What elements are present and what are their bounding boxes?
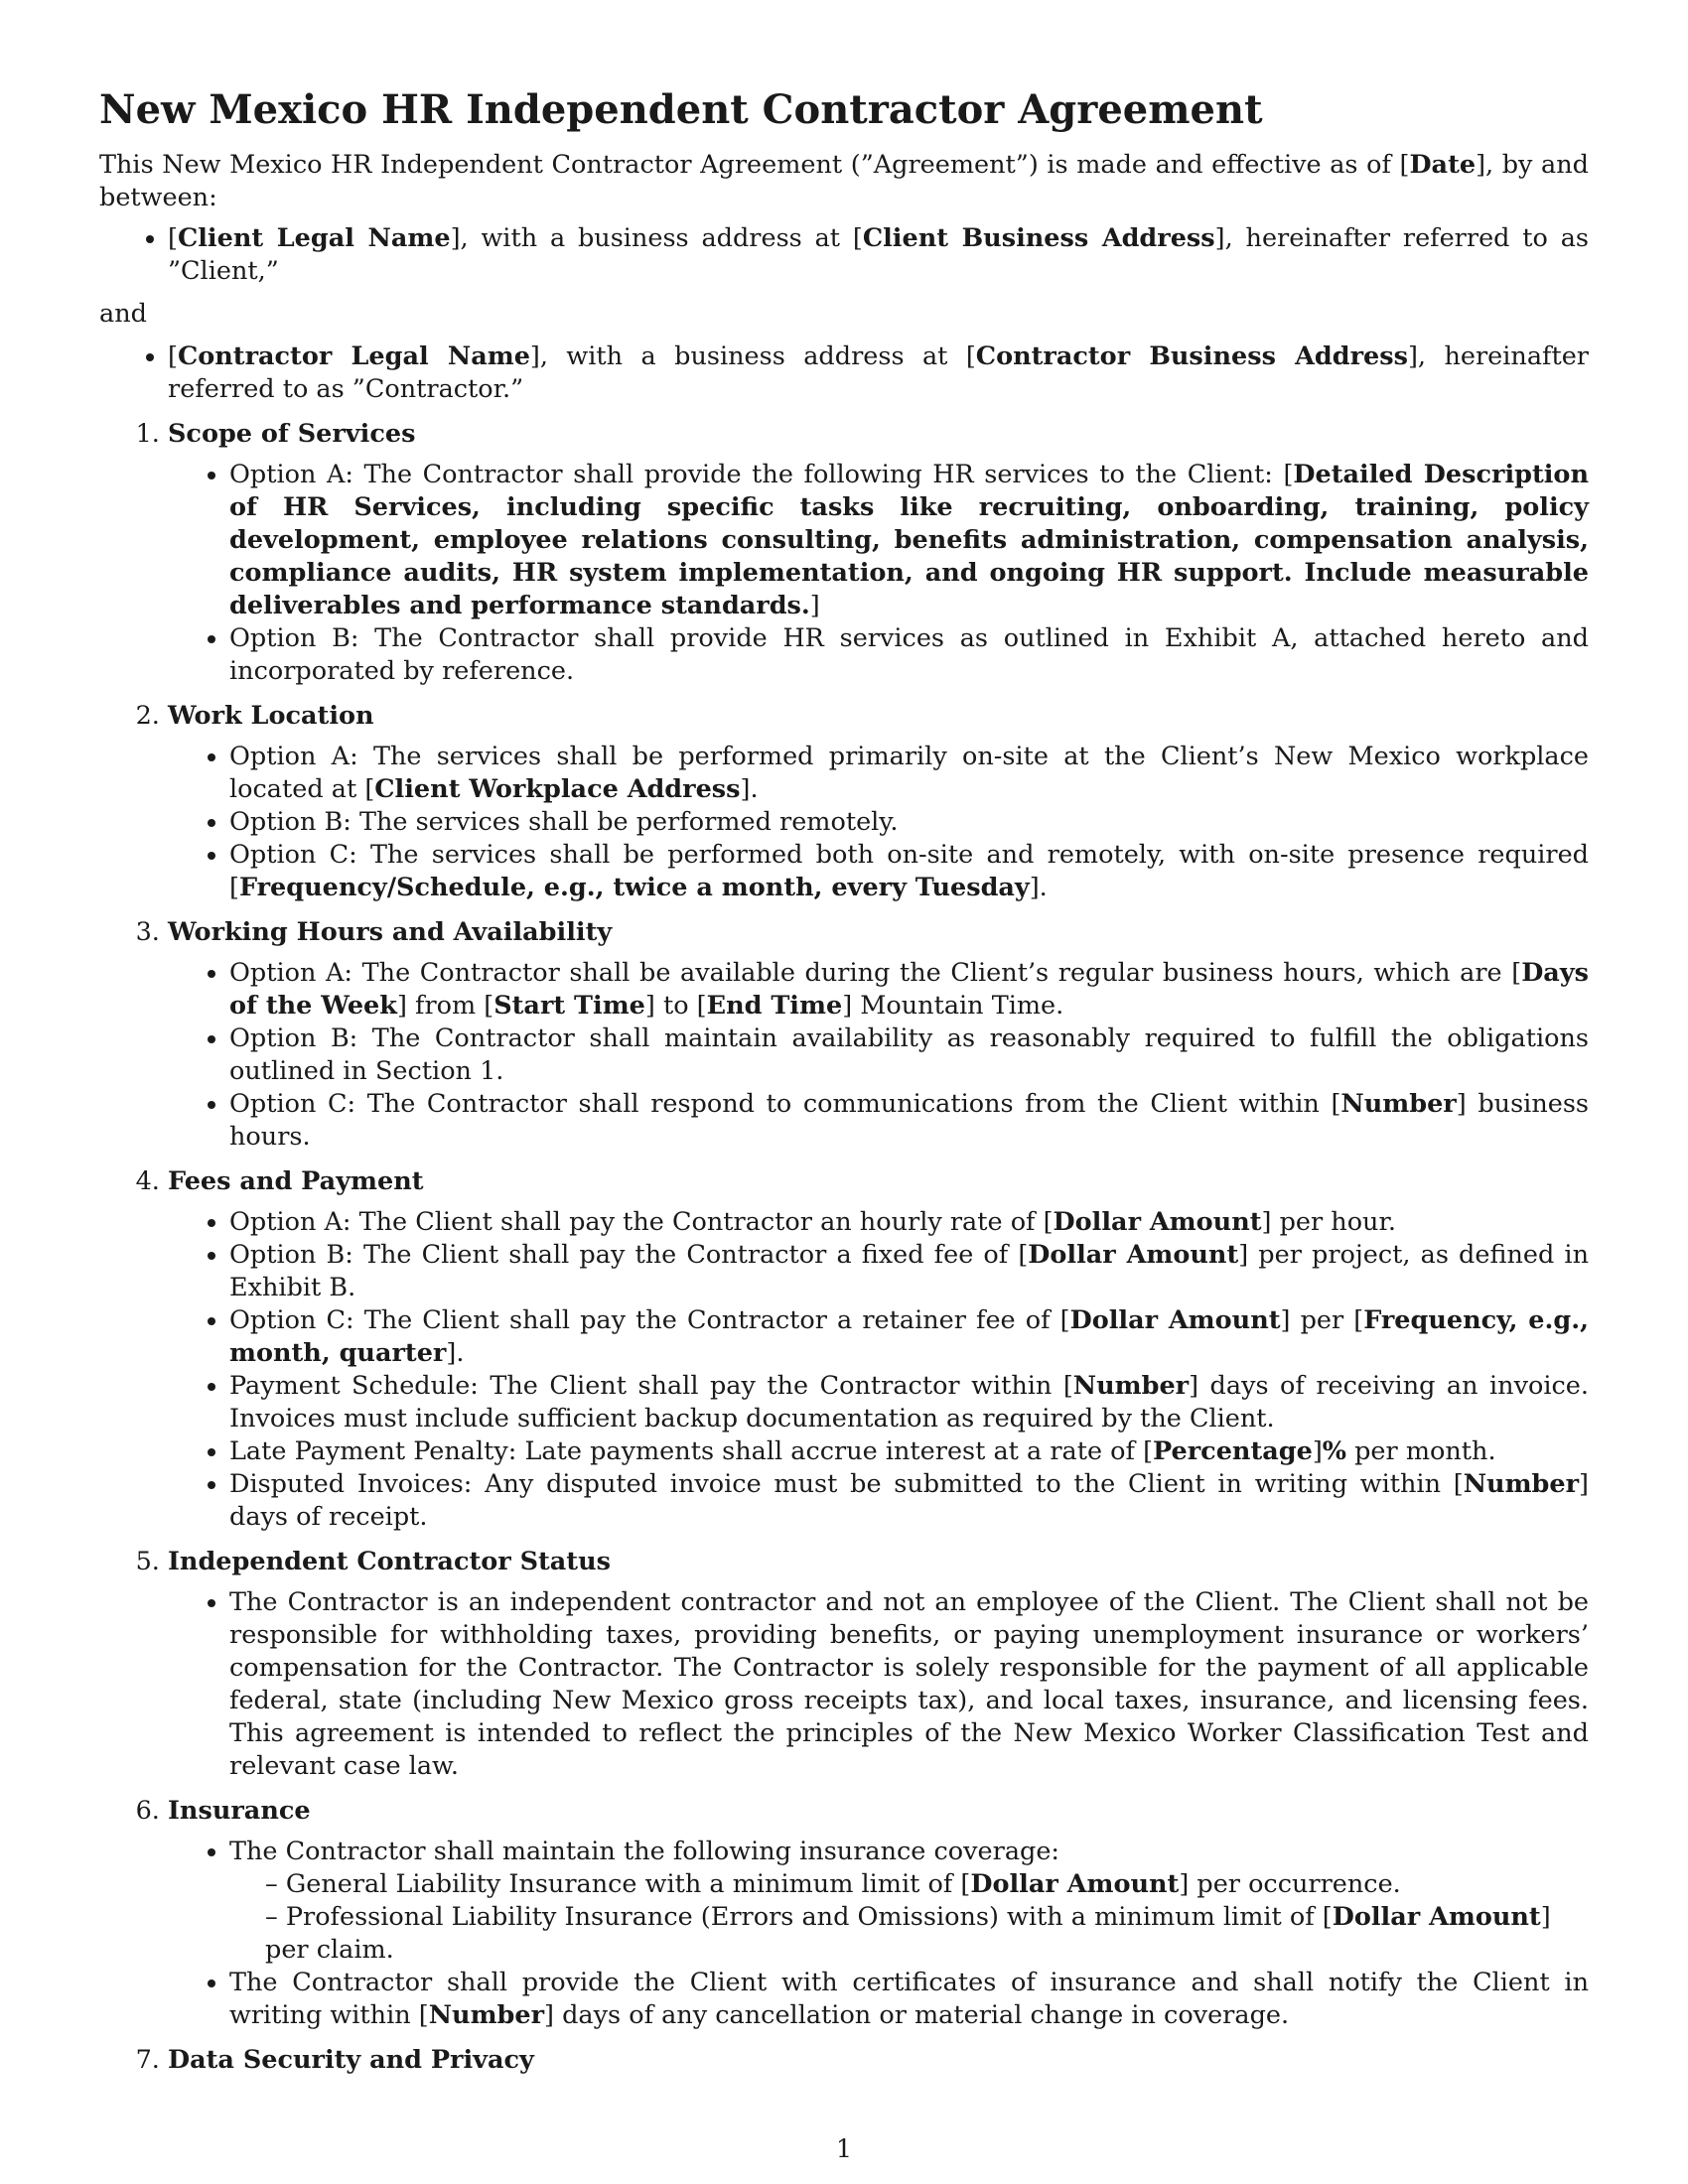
section-fees-and-payment (168, 1165, 1589, 1534)
sections-list (99, 418, 1589, 2077)
status-item: • The Contractor is an independent contractor and not an employee of the Client. The Client shall not be responsible for withholding taxes, providing benefits, or paying unemployment insurance or workers’ compensation for the Contractor. The Contractor is solely responsible for the payment of all applicable federal, state (including New Mexico gross receipts tax), and local taxes, insurance, and licensing fees. This agreement is intended to reflect the principles of the New Mexico Worker Classification Test and relevant case law. (229, 1586, 1589, 1783)
option-item (229, 1239, 1589, 1304)
section-scope-of-services (168, 418, 1589, 688)
option-text: Payment Schedule: The Client shall pay the Contractor within [ (229, 1371, 1073, 1401)
contractor-party: • [Contractor Legal Name], with a business address at [Contractor Business Address], hereinafter referred to as ”Contractor.” (168, 341, 1589, 406)
option-text-end: ] days of receipt. (229, 1469, 1589, 1532)
option-text: Option A: The services shall be performed primarily on-site at the Client’s New Mexico workplace located at [ (229, 742, 1589, 804)
section-independent-contractor-status (168, 1546, 1589, 1783)
placeholder-text: Frequency/Schedule, e.g., twice a month, every Tuesday (238, 873, 1030, 902)
section-working-hours (168, 916, 1589, 1154)
document-page (99, 85, 1589, 2089)
placeholder-text: End Time (706, 991, 843, 1021)
option-item (229, 957, 1589, 1023)
section-heading: 1. Scope of Services (168, 419, 416, 449)
client-party: • [Client Legal Name], with a business address at [Client Business Address], hereinafter referred to as ”Client,” (168, 222, 1589, 288)
client-name-placeholder: Client Legal Name (177, 223, 451, 253)
option-text: Option A: The Contractor shall provide the following HR services to the Client: [ (229, 460, 1294, 489)
option-list (168, 957, 1589, 1154)
option-list (168, 1586, 1589, 1783)
option-text: ] from [ (396, 991, 494, 1021)
document-title: New Mexico HR Independent Contractor Agreement (99, 86, 1263, 133)
option-text-end: ] Mountain Time. (842, 991, 1064, 1021)
placeholder-text: Dollar Amount (1053, 1207, 1262, 1237)
placeholder-text: Client Workplace Address (374, 774, 741, 804)
client-text: ], with a business address at [ (450, 223, 863, 253)
option-list (168, 459, 1589, 688)
option-text: ] per [ (1280, 1305, 1364, 1335)
section-heading: 4. Fees and Payment (168, 1166, 424, 1196)
option-text-end: ] per project, as defined in Exhibit B. (229, 1240, 1589, 1302)
contractor-party-list (99, 341, 1589, 406)
option-item (229, 1206, 1589, 1239)
option-text-end: ]. (446, 1338, 465, 1368)
intro-paragraph (99, 149, 1589, 214)
placeholder-text: Frequency, e.g., month, quarter (229, 1305, 1589, 1368)
insurance-coverage-item (229, 1836, 1589, 1967)
placeholder-text: Dollar Amount (970, 1869, 1180, 1899)
client-address-placeholder: Client Business Address (862, 223, 1215, 253)
option-item (229, 839, 1589, 904)
option-text: General Liability Insurance with a minimum limit of [ (285, 1869, 971, 1899)
insurance-sublist (229, 1868, 1589, 1967)
client-text-end: ], hereinafter referred to as ”Client,” (168, 223, 1590, 286)
option-text: The Contractor shall provide the Client with certificates of insurance and shall notify the Client in writing within [ (229, 1968, 1589, 2030)
section-work-location (168, 700, 1589, 904)
section-data-security (168, 2044, 1589, 2077)
section-insurance (168, 1795, 1589, 2032)
general-liability-item (265, 1868, 1589, 1901)
option-text: Option A: The Contractor shall be available during the Client’s regular business hours, which are [ (229, 958, 1522, 988)
percent-sign: % (1322, 1436, 1346, 1466)
contractor-text-end: ], hereinafter referred to as ”Contractor.” (168, 341, 1589, 404)
section-heading: 5. Independent Contractor Status (168, 1547, 611, 1576)
placeholder-text: Dollar Amount (1028, 1240, 1239, 1270)
section-heading: 2. Work Location (168, 701, 374, 731)
intro-text-end: ], by and between: (99, 150, 1589, 212)
option-item (229, 741, 1589, 806)
placeholder-text: Number (428, 2000, 545, 2030)
option-text-end: ] business hours. (229, 1089, 1590, 1152)
certificates-item (229, 1967, 1589, 2032)
section-heading: 7. Data Security and Privacy (168, 2045, 534, 2075)
option-item (229, 1088, 1589, 1154)
and-connector: and (99, 299, 147, 329)
option-text: Option C: The services shall be performed both on-site and remotely, with on-site presence required [ (229, 840, 1589, 902)
intro-text: This New Mexico HR Independent Contractor Agreement (”Agreement”) is made and effective as of [ (99, 150, 1410, 180)
date-placeholder: Date (1409, 150, 1477, 180)
option-text: ] (1312, 1436, 1323, 1466)
option-text: Disputed Invoices: Any disputed invoice must be submitted to the Client in writing within [ (229, 1469, 1464, 1499)
option-item: • Option B: The Contractor shall provide HR services as outlined in Exhibit A, attached hereto and incorporated by reference. (229, 622, 1589, 688)
option-text-end: ] per claim. (265, 1902, 1551, 1965)
contractor-text: ], with a business address at [ (529, 341, 976, 371)
option-item: • Option B: The Contractor shall maintain availability as reasonably required to fulfill the obligations outlined in Section 1. (229, 1023, 1589, 1088)
section-heading: 6. Insurance (168, 1796, 311, 1826)
placeholder-text: Detailed Description of HR Services, including specific tasks like recruiting, onboarding, training, policy development, employee relations consulting, benefits administration, compensation analysis, compliance audits, HR system implementation, and ongoing HR support. Include measurable deliverables and performance standards. (229, 460, 1589, 620)
option-text-end: ] days of any cancellation or material change in coverage. (544, 2000, 1290, 2030)
option-list (168, 741, 1589, 904)
option-text-end: ] per hour. (1261, 1207, 1396, 1237)
placeholder-text: Dollar Amount (1332, 1902, 1541, 1932)
professional-liability-item (265, 1901, 1589, 1967)
option-item (229, 459, 1589, 622)
placeholder-text: Dollar Amount (1069, 1305, 1281, 1335)
option-text-end: ] (809, 591, 820, 620)
disputed-invoices-item (229, 1468, 1589, 1534)
option-text: Option B: The Client shall pay the Contractor a fixed fee of [ (229, 1240, 1029, 1270)
option-text: Late Payment Penalty: Late payments shall accrue interest at a rate of [ (229, 1436, 1154, 1466)
option-text: Professional Liability Insurance (Errors and Omissions) with a minimum limit of [ (285, 1902, 1333, 1932)
option-text-end: ]. (740, 774, 759, 804)
placeholder-text: Days of the Week (229, 958, 1589, 1021)
contractor-name-placeholder: Contractor Legal Name (177, 341, 530, 371)
option-text-end: ]. (1029, 873, 1048, 902)
option-text: Option C: The Contractor shall respond to communications from the Client within [ (229, 1089, 1341, 1119)
late-payment-item (229, 1435, 1589, 1468)
placeholder-text: Number (1072, 1371, 1190, 1401)
placeholder-text: Start Time (493, 991, 645, 1021)
placeholder-text: Number (1340, 1089, 1457, 1119)
option-text-end: ] per occurrence. (1179, 1869, 1401, 1899)
option-text: Option A: The Client shall pay the Contractor an hourly rate of [ (229, 1207, 1054, 1237)
contractor-address-placeholder: Contractor Business Address (975, 341, 1408, 371)
option-text: ] to [ (644, 991, 707, 1021)
section-heading: 3. Working Hours and Availability (168, 917, 613, 947)
option-text: Option C: The Client shall pay the Contractor a retainer fee of [ (229, 1305, 1070, 1335)
placeholder-text: Number (1463, 1469, 1580, 1499)
option-text-end: ] days of receiving an invoice. Invoices must include sufficient backup documentation as required by the Client. (229, 1371, 1589, 1433)
option-list (168, 1206, 1589, 1534)
option-item: • Option B: The services shall be performed remotely. (229, 806, 1589, 839)
option-item (229, 1304, 1589, 1370)
payment-schedule-item (229, 1370, 1589, 1435)
page-number: 1 (835, 2134, 853, 2164)
option-text-end: per month. (1346, 1436, 1496, 1466)
placeholder-text: Percentage (1153, 1436, 1313, 1466)
client-party-list (99, 222, 1589, 288)
option-list (168, 1836, 1589, 2032)
option-text: The Contractor shall maintain the following insurance coverage: (229, 1837, 1060, 1866)
